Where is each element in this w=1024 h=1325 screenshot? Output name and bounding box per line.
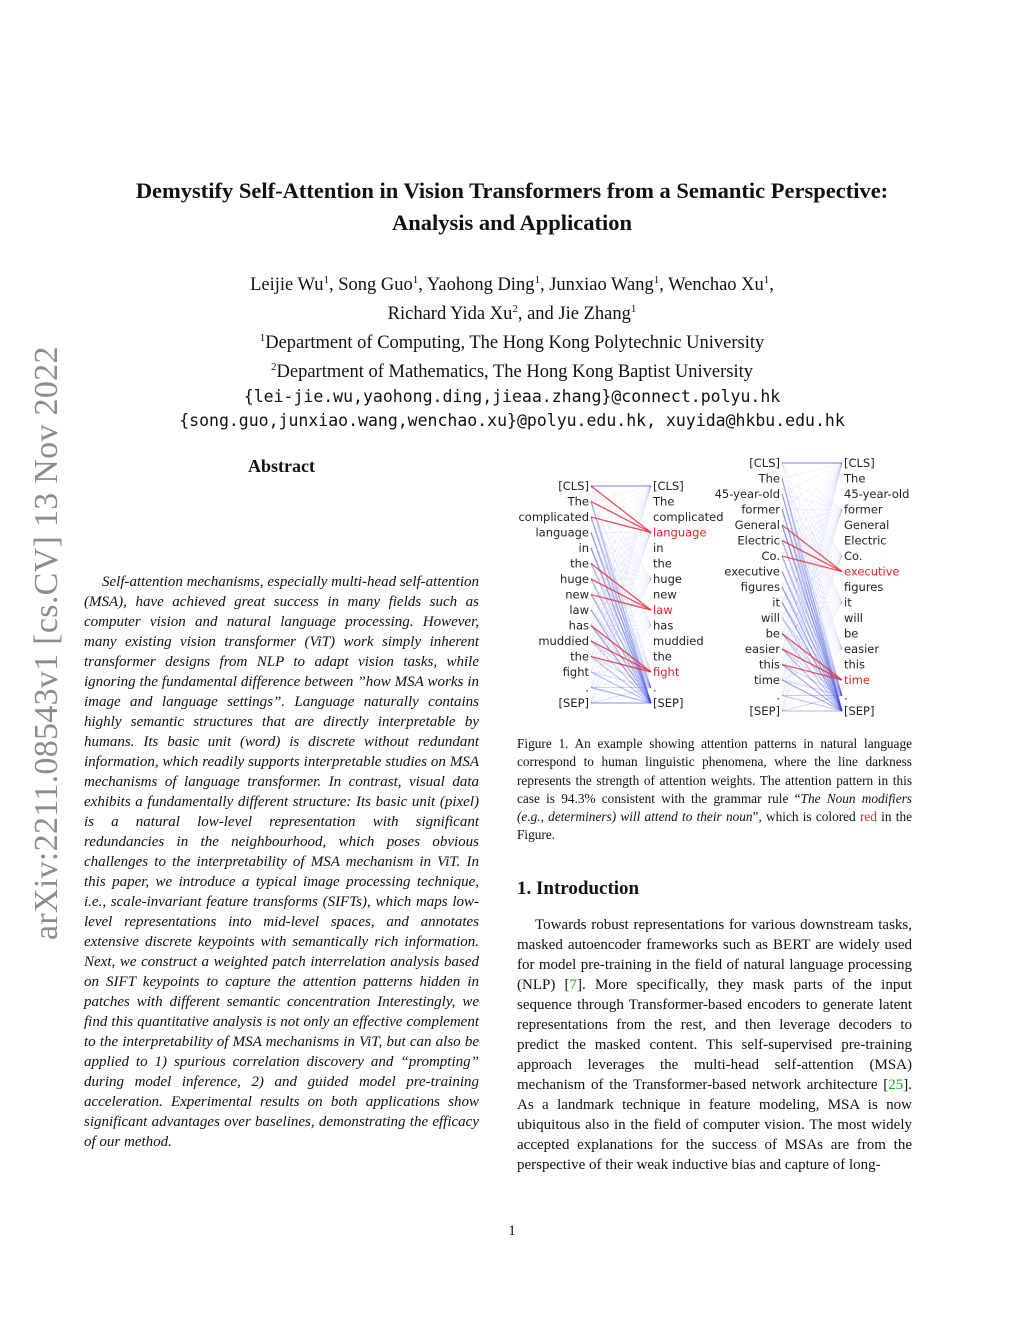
author: Leijie Wu <box>250 275 324 296</box>
abstract-heading: Abstract <box>248 456 315 476</box>
right-panel-right-token: . <box>844 688 848 703</box>
intro-text: ]. More specifically, they mask parts of the input sequence through Transformer-based encoders to generate latent representations from the rest, and then leverage decoders to predict the masked content. This self-supervised pre-training approach leverages the multi-head self-attention (MSA) mechanism of the Transformer-based network architecture [ <box>517 977 912 1093</box>
arxiv-identifier: arXiv:2211.08543v1 [cs.CV] 13 Nov 2022 <box>28 346 65 940</box>
section-heading-introduction: 1. Introduction <box>517 878 640 899</box>
right-panel-right-token: easier <box>844 642 880 656</box>
affil-mark: 1 <box>763 274 770 286</box>
left-panel-left-token: law <box>569 603 589 617</box>
caption-red-word: red <box>859 809 877 825</box>
citation-link[interactable]: 7 <box>569 977 578 993</box>
left-panel-right-token: fight <box>653 665 680 679</box>
right-panel-left-token: this <box>759 657 780 672</box>
affiliation-2 <box>60 355 964 384</box>
affil-mark: 1 <box>653 274 660 286</box>
title-line-1: Demystify Self-Attention in Vision Transformers from a Semantic Perspective: <box>135 178 889 203</box>
right-panel-left-token: time <box>754 673 780 687</box>
caption-text: ”, which is colored <box>752 809 860 825</box>
right-panel-left-token: will <box>761 611 780 625</box>
caption-rule: The Noun modifiers (e.g., determiners) will attend to their noun <box>517 790 912 825</box>
affil-mark: 2 <box>271 361 277 374</box>
left-panel-right-token: law <box>653 603 673 617</box>
author: Richard Yida Xu <box>387 304 513 325</box>
right-panel-faint-attention-line <box>782 463 842 479</box>
right-panel-left-token: figures <box>740 580 780 594</box>
right-panel-right-token: [CLS] <box>844 456 875 470</box>
right-panel-left-token: 45-year-old <box>714 487 780 501</box>
page-number: 1 <box>508 1223 516 1239</box>
introduction-text <box>517 915 912 1175</box>
left-panel-right-token: [SEP] <box>653 696 684 710</box>
right-panel-period-attention-line <box>782 525 842 696</box>
left-panel-left-token: in <box>578 541 589 555</box>
left-panel-left-token: fight <box>562 665 589 679</box>
right-panel-left-token: The <box>758 471 780 486</box>
author: Wenchao Xu <box>668 275 764 296</box>
author: Yaohong Ding <box>426 275 535 296</box>
intro-text: Towards robust representations for various downstream tasks, masked autoencoder frameworks such as BERT are widely used for model pre-training in the field of natural language processing (NLP) [ <box>517 917 912 993</box>
left-panel-right-token: in <box>653 541 664 555</box>
affil-mark: 1 <box>323 274 329 286</box>
left-panel-left-token: huge <box>560 572 589 586</box>
right-panel-faint-attention-line <box>782 463 842 541</box>
left-panel-left-token: muddied <box>538 634 589 648</box>
right-panel-period-attention-line <box>782 479 842 696</box>
left-panel-left-token: [CLS] <box>558 479 589 493</box>
author: Song Guo <box>338 275 413 296</box>
left-panel-left-token: the <box>570 649 589 664</box>
affil-mark: 1 <box>630 303 637 316</box>
abstract-text: Self-attention mechanisms, especially multi-head self-attention (MSA), have achieved great success in many fields such as computer vision and natural language processing. However, many existing vision transformer (ViT) work simply inherent transformer designs from NLP to adapt vision tasks, while ignoring the fundamental difference between ”how MSA works in image and language settings”. Language naturally contains highly semantic structures that are directly interpretable by humans. Its basic unit (word) is discrete without redundant information, which readily supports interpretable studies on MSA mechanisms of language transformer. In contrast, visual data exhibits a fundamentally different structure: Its basic unit (pixel) is a natural low-level representation with significant redundancies in the neighbourhood, which poses obvious challenges to the interpretability of MSA mechanism in ViT. In this paper, we introduce a typical image processing technique, i.e., scale-invariant feature transforms (SIFTs), which maps low-level representations into mid-level spaces, and annotates extensive discrete keypoints with semantically rich information. Next, we construct a weighted patch interrelation analysis based on SIFT keypoints to capture the attention patterns hidden in patches with different semantic concentration Interestingly, we find this quantitative analysis is not only an effective complement to the interpretability of MSA mechanisms in ViT, but can also be applied to 1) spurious correlation discovery and “prompting” during model inference, 2) and guided model pre-training acceleration. Experimental results on both applications show significant advantages over baselines, demonstrating the efficacy of our method. <box>84 574 479 1150</box>
email-line-2: {song.guo,junxiao.wang,wenchao.xu}@polyu.edu.hk, xuyida@hkbu.edu.hk <box>179 410 845 430</box>
left-panel-faint-attention-line <box>591 486 651 610</box>
and-word: and <box>527 304 554 325</box>
right-panel-faint-attention-line <box>782 463 842 680</box>
right-panel-left-token: executive <box>724 564 780 579</box>
right-panel-left-token: former <box>741 502 780 517</box>
right-panel-right-token: time <box>844 673 870 687</box>
right-panel-right-token: Co. <box>844 549 863 563</box>
left-panel-left-token: The <box>567 494 589 509</box>
left-panel-right-token: The <box>653 494 675 509</box>
affil-mark: 1 <box>412 274 419 286</box>
intro-text: ]. As a landmark technique in feature modeling, MSA is now ubiquitous also in the field of computer vision. The most widely accepted explanations for the success of MSAs are from the perspective of their weak inductive bias and capture of long- <box>517 1077 912 1173</box>
caption-percent: 94.3% <box>561 790 596 806</box>
left-panel-right-token: complicated <box>653 510 724 524</box>
left-panel-left-token: language <box>535 525 589 540</box>
author-line-1: Leijie Wu$^1$, Song Guo$^1$, Yaohong Ding$^1$, Junxiao Wang$^1$, Wenchao Xu$^1$, <box>250 274 774 296</box>
right-panel-left-token: General <box>734 518 780 532</box>
right-panel-right-token: Electric <box>844 533 887 548</box>
right-panel-right-token: executive <box>844 564 900 579</box>
author-line-2: Richard Yida Xu$^2$, and Jie Zhang$^1$ <box>387 303 637 325</box>
left-panel-left-token: complicated <box>518 510 589 524</box>
right-panel-left-token: Co. <box>761 549 780 563</box>
right-panel-left-token: be <box>765 626 780 641</box>
left-panel-right-token: language <box>653 525 707 540</box>
right-panel-faint-attention-line <box>782 463 842 494</box>
affiliation-text: Department of Computing, The Hong Kong Polytechnic University <box>265 333 765 354</box>
right-panel-left-token: Electric <box>737 533 780 548</box>
right-panel-left-token: easier <box>744 642 780 656</box>
author: Junxiao Wang <box>549 275 654 296</box>
caption-text: in the Figure. <box>517 809 912 843</box>
author: Jie Zhang <box>558 304 631 325</box>
affiliation-text: Department of Mathematics, The Hong Kong Baptist University <box>276 362 753 383</box>
right-panel-left-token: [CLS] <box>749 456 780 470</box>
caption-text: consistent with the grammar rule “ <box>595 790 801 806</box>
left-panel-right-token: [CLS] <box>653 479 684 493</box>
affil-mark: 1 <box>534 274 540 286</box>
email-line-1: {lei-jie.wu,yaohong.ding,jieaa.zhang}@connect.polyu.hk <box>243 386 781 406</box>
left-panel-right-token: has <box>653 618 674 633</box>
right-panel-left-token: [SEP] <box>749 704 780 718</box>
affil-mark: 1 <box>259 332 266 345</box>
left-panel-right-token: muddied <box>653 634 704 648</box>
title-line-2: Analysis and Application <box>391 210 633 235</box>
left-panel-right-token: huge <box>653 572 682 586</box>
citation-link[interactable]: 25 <box>888 1077 904 1093</box>
left-panel-right-token: the <box>653 556 672 571</box>
left-panel-left-token: the <box>570 556 589 571</box>
figure-caption <box>517 735 912 845</box>
right-panel-right-token: former <box>844 502 883 517</box>
email: xuyida@hkbu.edu.hk <box>665 410 845 430</box>
right-panel-right-token: be <box>844 626 859 641</box>
right-panel-right-token: General <box>844 518 890 532</box>
left-panel-right-token: new <box>653 587 677 602</box>
paper-title <box>60 175 964 239</box>
left-panel-left-token: new <box>565 587 589 602</box>
affil-mark: 2 <box>512 303 518 316</box>
left-panel-left-token: has <box>568 618 589 633</box>
author-block <box>60 268 964 433</box>
left-panel-faint-attention-line <box>591 486 651 517</box>
right-panel-right-token: The <box>844 471 866 486</box>
right-panel-left-token: . <box>776 688 780 703</box>
left-panel-right-token: . <box>653 680 657 695</box>
right-panel-right-token: [SEP] <box>844 704 875 718</box>
affiliation-1 <box>60 326 964 355</box>
right-panel-right-token: will <box>844 611 863 625</box>
attention-figure <box>515 452 915 724</box>
caption-text: Figure 1. An example showing attention patterns in natural language correspond to human linguistic phenomena, where the line darkness represents the strength of attention weights. The attention pattern in this case is <box>517 736 912 806</box>
email: {song.guo,junxiao.wang,wenchao.xu}@polyu.edu.hk <box>179 410 647 430</box>
right-panel-left-token: it <box>772 595 780 610</box>
right-panel-right-token: this <box>844 657 865 672</box>
right-panel-right-token: 45-year-old <box>844 487 910 501</box>
left-panel-left-token: [SEP] <box>558 696 589 710</box>
right-panel-right-token: it <box>844 595 852 610</box>
left-panel-left-token: . <box>585 680 589 695</box>
right-panel-right-token: figures <box>844 580 884 594</box>
left-panel-right-token: the <box>653 649 672 664</box>
